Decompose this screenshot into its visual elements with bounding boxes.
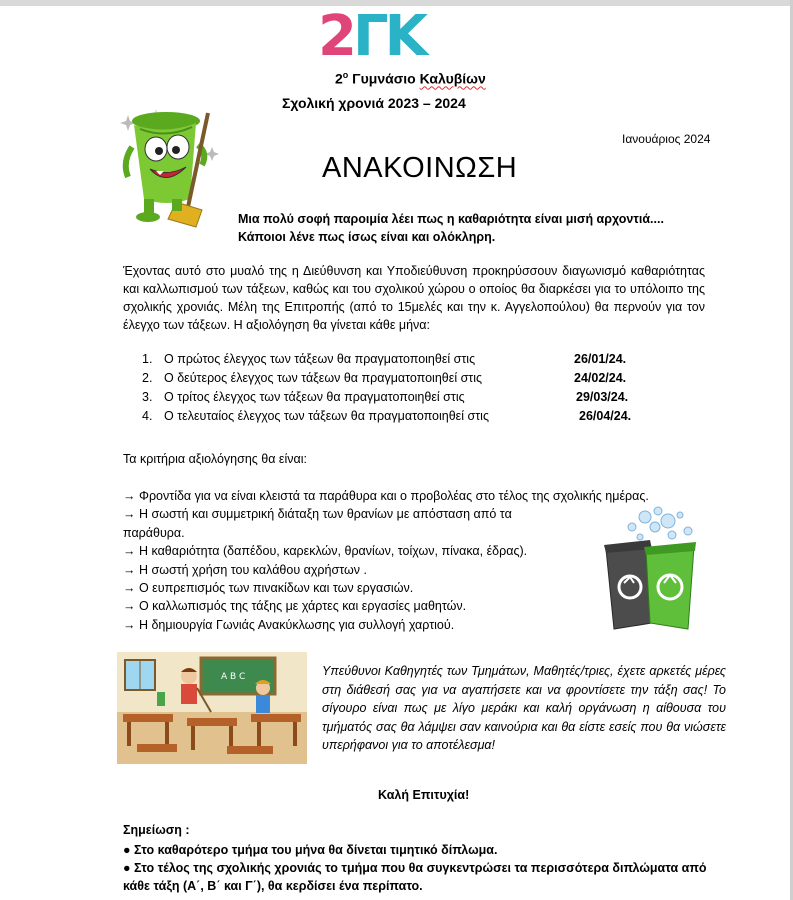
- list-item: 3. Ο τρίτος έλεγχος των τάξεων θα πραγματοποιηθεί στις 29/03/24.: [142, 390, 629, 404]
- list-item: 2. Ο δεύτερος έλεγχος των τάξεων θα πραγματοποιηθεί στις 24/02/24.: [142, 371, 627, 385]
- notes: [123, 841, 733, 895]
- checks-list: [142, 350, 632, 426]
- proverb: Μια πολύ σοφή παροιμία λέει πως η καθαριότητα είναι μισή αρχοντιά.... Κάποιοι λένε πως ίσως είναι και ολόκληρη.: [238, 212, 664, 244]
- list-item: → Ο καλλωπισμός της τάξης με χάρτες και εργασίες μαθητών.: [123, 599, 467, 614]
- list-item: → Η δημιουργία Γωνιάς Ανακύκλωσης για συλλογή χαρτιού.: [123, 617, 455, 632]
- page-title: ΑΝΑΚΟΙΝΩΣΗ: [322, 152, 518, 184]
- list-item: → Ο ευπρεπισμός των πινακίδων και των εργασιών.: [123, 581, 414, 596]
- bin-mascot-image: [116, 107, 234, 232]
- note-title: Σημείωση :: [123, 823, 190, 837]
- school-name: $2^o$ Γυμνάσιο Καλυβίων: [335, 70, 486, 87]
- list-item: ● Στο καθαρότερο τμήμα του μήνα θα δίνεται τιμητικό δίπλωμα.: [123, 843, 498, 857]
- logo-letters: ΓΚ: [352, 4, 425, 69]
- list-item: → Η σωστή χρήση του καλάθου αχρήστων .: [123, 562, 367, 577]
- document-date: Ιανουάριος 2024: [622, 132, 711, 146]
- school-logo: [318, 6, 428, 68]
- list-item: → Φροντίδα για να είναι κλειστά τα παράθυρα και ο προβολέας στο τέλος της σχολικής ημέρας.: [123, 489, 649, 503]
- list-item: → Η σωστή και συμμετρική διάταξη των θρανίων με απόσταση από τα: [123, 507, 512, 522]
- bubbles-icon: [628, 507, 692, 540]
- intro-paragraph: Έχοντας αυτό στο μυαλό της η Διεύθυνση και Υποδιεύθυνση προκηρύσσουν διαγωνισμό καθαριότητας και καλλωπισμού των τάξεων, καθώς και του σχολικού χώρου ο οποίος θα διαρκέσει για το υπόλοιπο της σχολικής χρονιάς. Μέλη της Επιτροπής (από το 15μελές και την κ. Αγγελοπούλου) θα περνούν για τον έλεγχο των τάξεων. Η αξιολόγηση θα γίνεται κάθε μήνα:: [123, 264, 705, 332]
- recycle-bins-image: [600, 505, 700, 635]
- list-item: → Η καθαριότητα (δαπέδου, καρεκλών, θρανίων, τοίχων, πίνακα, έδρας).: [123, 544, 528, 559]
- list-item: 1. Ο πρώτος έλεγχος των τάξεων θα πραγματοποιηθεί στις 26/01/24.: [142, 352, 627, 366]
- logo-number: 2: [318, 4, 353, 69]
- board-text: A B C: [221, 672, 246, 682]
- list-item: παράθυρα.: [123, 525, 185, 540]
- list-item: ● Στο τέλος της σχολικής χρονιάς το τμήμα που θα συγκεντρώσει τα περισσότερα διπλώματα από κάθε τάξη (Α΄, Β΄ και Γ΄), θα κερδίσει ένα περίπατο.: [123, 861, 707, 893]
- school-name-spellcheck: Καλυβίων: [419, 70, 486, 87]
- school-year: Σχολική χρονιά 2023 – 2024: [282, 95, 466, 111]
- list-item: 4. Ο τελευταίος έλεγχος των τάξεων θα πραγματοποιηθεί στις 26/04/24.: [142, 409, 632, 423]
- good-luck: Καλή Επιτυχία!: [378, 788, 470, 802]
- classroom-image: [117, 652, 307, 764]
- closing-paragraph: Υπεύθυνοι Καθηγητές των Τμημάτων, Μαθητές/τριες, έχετε αρκετές μέρες στη διάθεσή σας για να αγαπήσετε και να φροντίσετε την τάξη σας! Το σίγουρο είναι πως με λίγο μεράκι και καλή οργάνωση η αίθουσα του τμήματός σας θα λάμψει σαν καινούρια και θα είστε εσείς που θα νιώσετε υπερήφανοι για το αποτέλεσμα!: [322, 664, 726, 752]
- criteria-title: Τα κριτήρια αξιολόγησης θα είναι:: [123, 452, 307, 466]
